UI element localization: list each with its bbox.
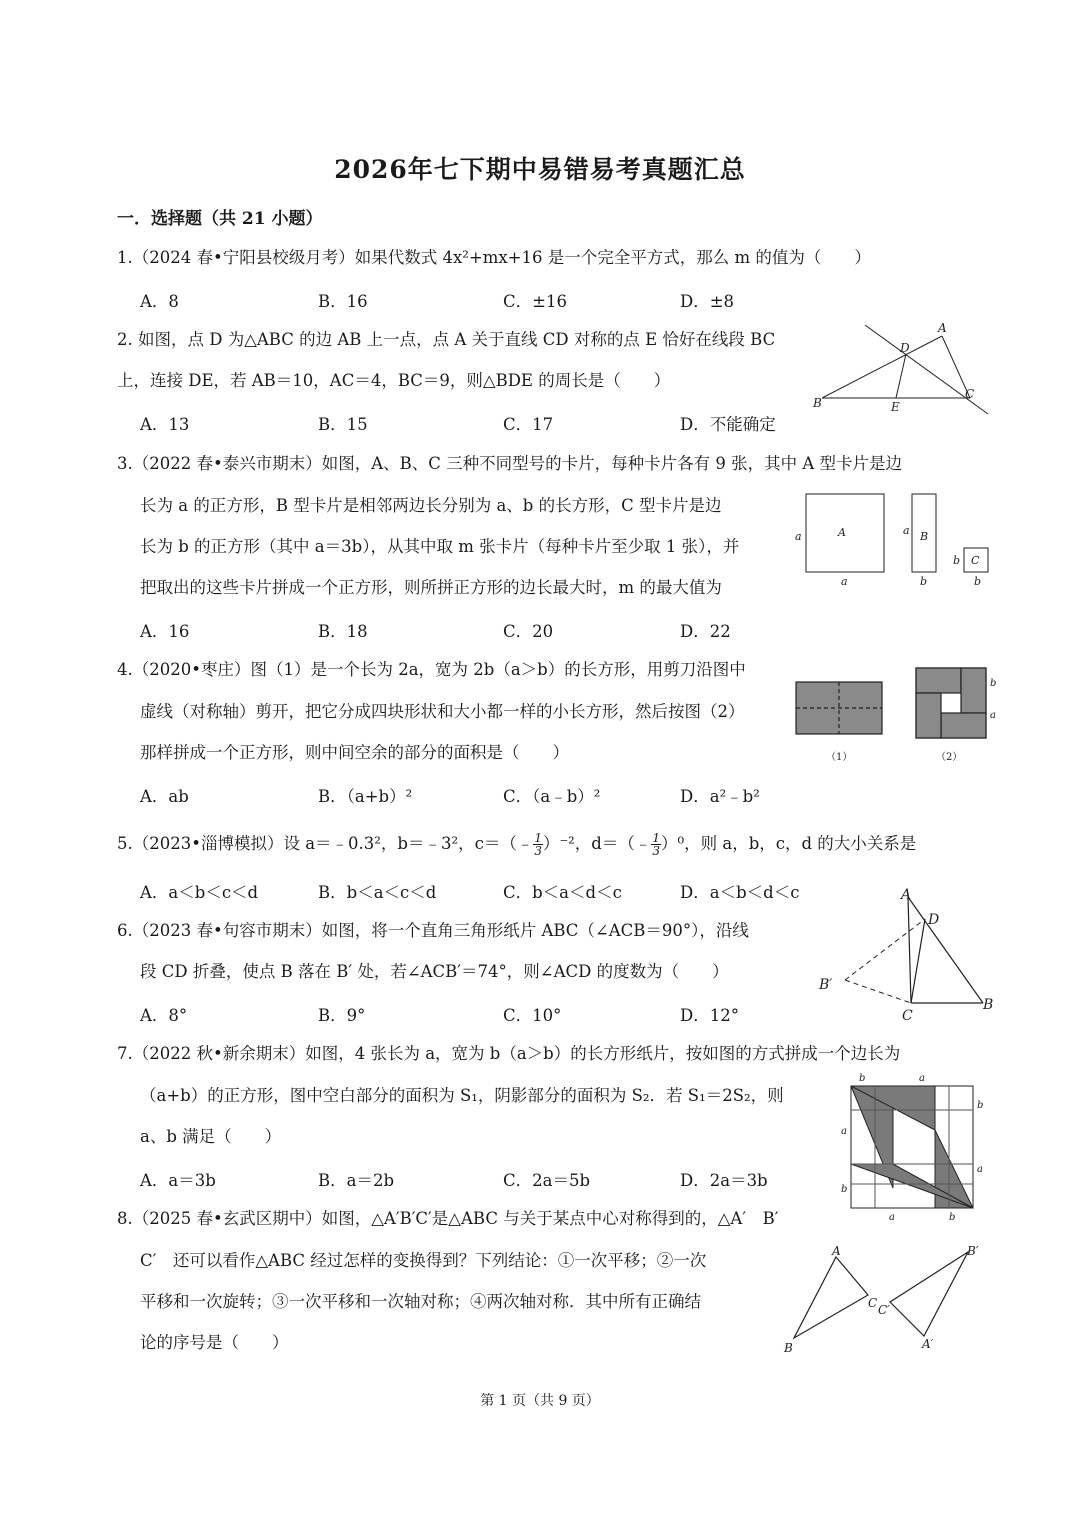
q8-label-c-prime: C′ — [878, 1303, 890, 1317]
q3-option-a: A．16 — [140, 622, 190, 641]
q7-square-figure — [835, 1068, 995, 1223]
page-title: 2026年七下期中易错易考真题汇总 — [334, 155, 746, 184]
q8-stem-line4: 论的序号是（ ） — [140, 1333, 289, 1352]
q3-label-side-b2: b — [953, 554, 961, 567]
q2-stem-line2: 上，连接 DE，若 AB＝10，AC＝4，BC＝9，则△BDE 的周长是（ ） — [117, 371, 671, 390]
q7-option-a: A．a＝3b — [140, 1171, 216, 1190]
q7-option-c: C．2a＝5b — [503, 1171, 591, 1190]
q6-option-d: D．12° — [680, 1006, 739, 1025]
q6-option-a: A．8° — [140, 1006, 188, 1025]
q1-stem: 1.（2024 春•宁阳县校级月考）如果代数式 4x²+mx+16 是一个完全平方式，那么 m 的值为（ ） — [117, 248, 871, 267]
q8-triangles-figure — [778, 1240, 1000, 1360]
q2-label-b: B — [813, 396, 822, 410]
q7-label-bottom-a: a — [889, 1212, 895, 1223]
q2-label-a: A — [938, 321, 947, 335]
q2-option-c: C．17 — [503, 415, 554, 434]
q3-stem-line1: 3.（2022 春•泰兴市期末）如图，A、B、C 三种不同型号的卡片，每种卡片各有 9 张，其中 A 型卡片是边 — [117, 454, 903, 473]
q3-label-side-a2: a — [841, 575, 848, 588]
q6-options — [140, 1002, 840, 1024]
q3-label-b-card: B — [920, 530, 929, 543]
q5-stem-part3: ）⁰，则 a，b，c，d 的大小关系是 — [661, 834, 917, 853]
q3-cards-figure — [790, 488, 1000, 588]
q8-label-c: C — [868, 1296, 878, 1310]
q3-label-c-card: C — [971, 554, 980, 567]
q3-label-a-card: A — [838, 526, 846, 539]
q5-frac1-num: 1 — [534, 831, 542, 845]
q4-stem-line1: 4.（2020•枣庄）图（1）是一个长为 2a，宽为 2b（a＞b）的长方形，用剪刀沿图中 — [117, 660, 746, 679]
q2-option-b: B．15 — [318, 415, 368, 434]
q7-stem-line3: a、b 满足（ ） — [140, 1127, 282, 1146]
q4-label-a: a — [990, 710, 996, 721]
q4-option-a: A．ab — [140, 787, 189, 806]
q8-stem-line2: C′ 还可以看作△ABC 经过怎样的变换得到？下列结论：①一次平移；②一次 — [140, 1251, 707, 1270]
q3-label-side-b1: b — [920, 575, 928, 588]
q3-option-b: B．18 — [318, 622, 368, 641]
q5-frac1-den: 3 — [534, 844, 542, 858]
q5-option-a: A．a＜b＜c＜d — [140, 883, 259, 902]
q5-stem-part2: ）⁻²，d＝（﹣ — [542, 834, 652, 853]
section-heading: 一．选择题（共 21 小题） — [117, 209, 323, 229]
q7-option-d: D．2a＝3b — [680, 1171, 768, 1190]
q5-frac2-den: 3 — [652, 844, 660, 858]
q6-label-b-prime: B′ — [819, 977, 833, 993]
q3-stem-line4: 把取出的这些卡片拼成一个正方形，则所拼正方形的边长最大时，m 的最大值为 — [140, 578, 722, 597]
q4-option-d: D．a²﹣b² — [680, 787, 760, 806]
q7-stem-line2: （a+b）的正方形，图中空白部分的面积为 S₁，阴影部分的面积为 S₂．若 S₁＝2S₂，则 — [140, 1086, 784, 1105]
q2-stem-line1: 2. 如图，点 D 为△ABC 的边 AB 上一点，点 A 关于直线 CD 对称的点 E 恰好在线段 BC — [117, 330, 776, 349]
q4-stem-line2: 虚线（对称轴）剪开，把它分成四块形状和大小都一样的小长方形，然后按图（2） — [140, 702, 745, 721]
q2-label-d: D — [900, 341, 910, 355]
q6-label-b: B — [983, 997, 994, 1013]
q6-fold-figure — [815, 885, 1000, 1025]
q8-label-a-prime: A′ — [922, 1337, 934, 1351]
q1-options — [140, 288, 840, 310]
q4-rectangles-figure — [790, 662, 1000, 768]
q4-option-c: C．（a﹣b）² — [503, 787, 601, 806]
q8-label-b-prime: B′ — [967, 1244, 979, 1258]
q7-option-b: B．a＝2b — [318, 1171, 395, 1190]
q6-option-b: B．9° — [318, 1006, 366, 1025]
q7-label-top-b: b — [859, 1073, 866, 1084]
q4-label-b: b — [990, 678, 997, 689]
q7-label-right-b: b — [977, 1100, 984, 1111]
q5-stem-part1: 5.（2023•淄博模拟）设 a＝﹣0.3²，b＝﹣3²，c＝（﹣ — [117, 834, 534, 853]
q8-stem-line1: 8.（2025 春•玄武区期中）如图，△A′B′C′是△ABC 与关于某点中心对称得到的，△A′ B′ — [117, 1209, 779, 1228]
q3-label-side-b3: b — [974, 575, 982, 588]
q3-option-c: C．20 — [503, 622, 554, 641]
q6-stem-line2: 段 CD 折叠，使点 B 落在 B′ 处，若∠ACB′＝74°，则∠ACD 的度数为（ ） — [140, 962, 729, 981]
q6-label-c: C — [902, 1008, 913, 1024]
q5-option-c: C．b＜a＜d＜c — [503, 883, 622, 902]
q1-option-a: A．8 — [140, 292, 179, 311]
q8-label-b: B — [784, 1341, 793, 1355]
q4-label-fig2: （2） — [936, 752, 963, 763]
q5-fraction-1 — [533, 832, 543, 857]
q6-label-a: A — [901, 887, 912, 903]
q3-options — [140, 618, 840, 640]
q4-options — [140, 783, 840, 805]
q2-options — [140, 411, 840, 433]
q4-label-fig1: （1） — [826, 752, 853, 763]
q5-option-b: B．b＜a＜c＜d — [318, 883, 437, 902]
q2-triangle-figure — [810, 318, 995, 418]
q7-label-left-b: b — [841, 1184, 848, 1195]
q4-option-b: B．（a+b）² — [318, 787, 413, 806]
q3-option-d: D．22 — [680, 622, 731, 641]
q2-label-c: C — [965, 387, 975, 401]
q7-label-left-a: a — [841, 1126, 847, 1137]
q5-option-d: D．a＜b＜d＜c — [680, 883, 800, 902]
q1-option-c: C．±16 — [503, 292, 567, 311]
q4-stem-line3: 那样拼成一个正方形，则中间空余的部分的面积是（ ） — [140, 743, 569, 762]
q5-frac2-num: 1 — [652, 831, 660, 845]
q8-label-a: A — [832, 1244, 841, 1258]
q7-label-top-a: a — [919, 1073, 925, 1084]
q3-label-side-a3: a — [903, 524, 910, 537]
q1-option-b: B．16 — [318, 292, 368, 311]
q2-label-e: E — [891, 400, 900, 414]
q3-stem-line3: 长为 b 的正方形（其中 a＝3b），从其中取 m 张卡片（每种卡片至少取 1 张），并 — [140, 537, 740, 556]
q6-option-c: C．10° — [503, 1006, 562, 1025]
q7-label-right-a: a — [977, 1164, 983, 1175]
q2-option-d: D．不能确定 — [680, 415, 776, 434]
page-footer: 第 1 页（共 9 页） — [480, 1393, 600, 1409]
q5-stem — [117, 832, 916, 857]
q3-label-side-a1: a — [795, 530, 802, 543]
q7-options — [140, 1167, 840, 1189]
q5-fraction-2 — [651, 832, 661, 857]
q6-stem-line1: 6.（2023 春•句容市期末）如图，将一个直角三角形纸片 ABC（∠ACB＝90°），沿线 — [117, 921, 749, 940]
q8-stem-line3: 平移和一次旋转；③一次平移和一次轴对称；④两次轴对称．其中所有正确结 — [140, 1292, 701, 1311]
q7-stem-line1: 7.（2022 秋•新余期末）如图，4 张长为 a，宽为 b（a＞b）的长方形纸片，按如图的方式拼成一个边长为 — [117, 1044, 901, 1063]
q5-options — [140, 879, 840, 901]
q1-option-d: D．±8 — [680, 292, 735, 311]
q7-label-bottom-b: b — [949, 1212, 956, 1223]
q6-label-d: D — [928, 912, 940, 928]
q2-option-a: A．13 — [140, 415, 190, 434]
q3-stem-line2: 长为 a 的正方形，B 型卡片是相邻两边长分别为 a、b 的长方形，C 型卡片是边 — [140, 496, 722, 515]
